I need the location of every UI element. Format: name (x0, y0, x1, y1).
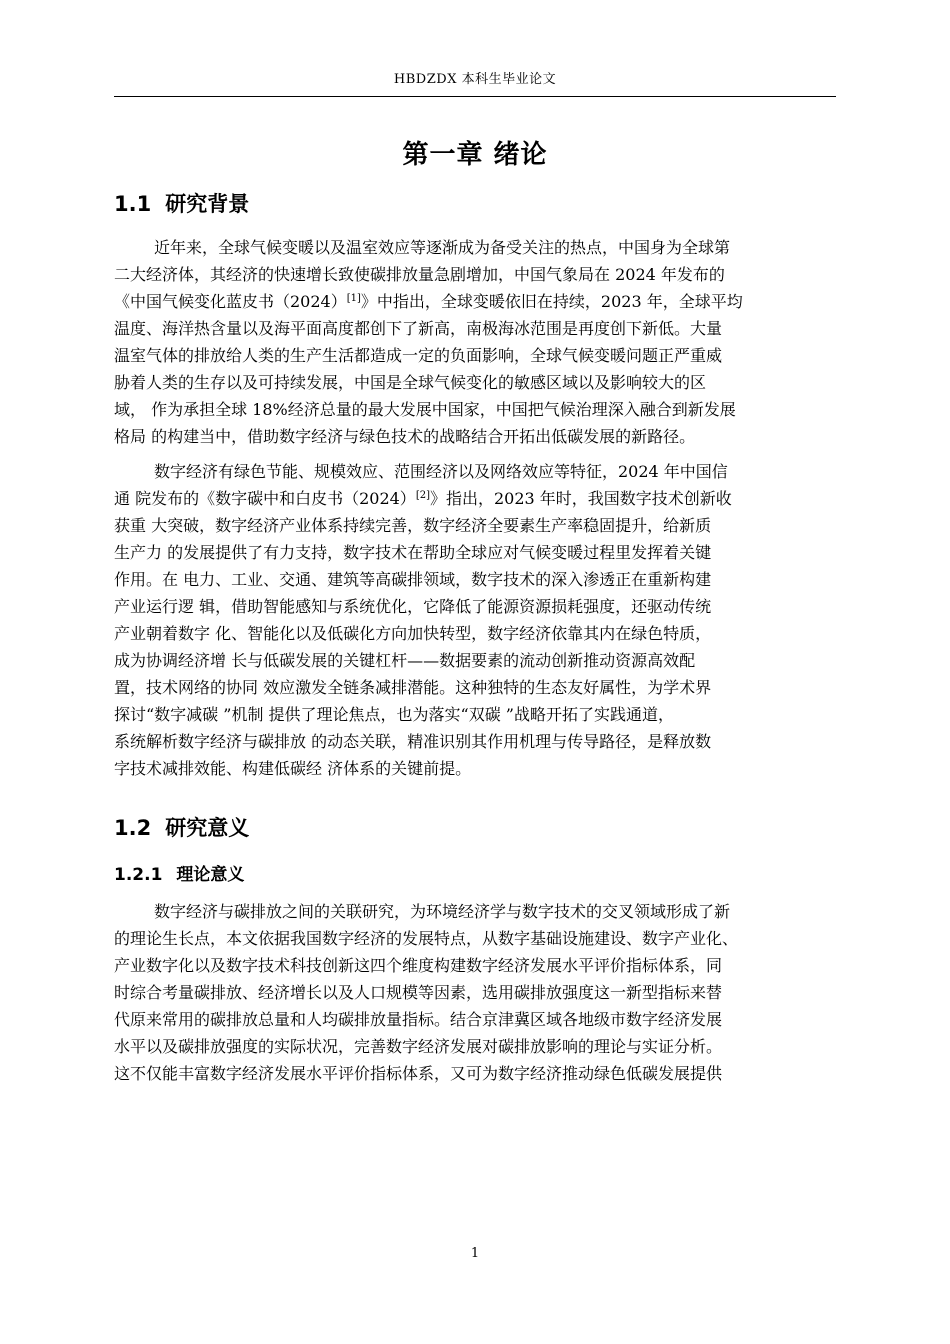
text-line-segment: 通 院发布的《数字碳中和白皮书（2024） (114, 489, 416, 508)
paragraph-theoretical-significance (114, 898, 850, 1087)
text-line: 格局 的构建当中，借助数字经济与绿色技术的战略结合开拓出低碳发展的新路径。 (114, 427, 696, 446)
text-line-segment: 》中指出，全球变暖依旧在持续，2023 年，全球平均 (360, 292, 743, 311)
text-line: 近年来，全球气候变暖以及温室效应等逐渐成为备受关注的热点，中国身为全球第 (154, 238, 731, 257)
subsection-number: 1.2.1 (114, 865, 163, 885)
text-line: 产业运行逻 辑，借助智能感知与系统优化，它降低了能源资源损耗强度，还驱动传统 (114, 597, 712, 616)
text-line: 二大经济体，其经济的快速增长致使碳排放量急剧增加，中国气象局在 2024 年发布的 (114, 265, 725, 284)
text-line-segment: 《中国气候变化蓝皮书（2024） (114, 292, 347, 311)
text-line: 产业朝着数字 化、智能化以及低碳化方向加快转型，数字经济依靠其内在绿色特质， (114, 624, 712, 643)
text-line: 温度、海洋热含量以及海平面高度都创下了新高，南极海冰范围是再度创下新低。大量 (114, 319, 723, 338)
section-number: 1.1 (114, 192, 152, 216)
section-number: 1.2 (114, 816, 152, 840)
subsection-heading-1-2-1 (114, 860, 244, 885)
text-line: 时综合考量碳排放、经济增长以及人口规模等因素，选用碳排放强度这一新型指标来替 (114, 983, 723, 1002)
running-header: HBDZDX 本科生毕业论文 (393, 72, 557, 87)
text-line: 水平以及碳排放强度的实际状况，完善数字经济发展对碳排放影响的理论与实证分析。 (114, 1037, 723, 1056)
section-heading-1-1 (114, 188, 249, 218)
text-line (114, 288, 850, 315)
citation-ref: [2] (415, 490, 430, 501)
text-line: 温室气体的排放给人类的生产生活都造成一定的负面影响，全球气候变暖问题正严重威 (114, 346, 723, 365)
text-line: 系统解析数字经济与碳排放 的动态关联，精准识别其作用机理与传导路径，是释放数 (114, 732, 712, 751)
text-line: 获重 大突破，数字经济产业体系持续完善，数字经济全要素生产率稳固提升，给新质 (114, 516, 712, 535)
text-line: 字技术减排效能、构建低碳经 济体系的关键前提。 (114, 759, 472, 778)
text-line: 数字经济有绿色节能、规模效应、范围经济以及网络效应等特征，2024 年中国信 (154, 462, 728, 481)
text-line: 成为协调经济增 长与低碳发展的关键杠杆——数据要素的流动创新推动资源高效配 (114, 651, 696, 670)
text-line: 生产力 的发展提供了有力支持，数字技术在帮助全球应对气候变暖过程里发挥着关键 (114, 543, 712, 562)
paragraph-background-1 (114, 234, 850, 450)
section-title-text: 研究意义 (165, 816, 250, 840)
text-line: 数字经济与碳排放之间的关联研究，为环境经济学与数字技术的交叉领域形成了新 (154, 902, 731, 921)
header-rule (114, 96, 836, 97)
text-line: 这不仅能丰富数字经济发展水平评价指标体系，又可为数字经济推动绿色低碳发展提供 (114, 1064, 723, 1083)
chapter-title: 第一章 绪论 (402, 140, 548, 170)
section-title-text: 研究背景 (165, 192, 250, 216)
text-line: 产业数字化以及数字技术科技创新这四个维度构建数字经济发展水平评价指标体系，同 (114, 956, 723, 975)
text-line: 作用。在 电力、工业、交通、建筑等高碳排领域，数字技术的深入渗透正在重新构建 (114, 570, 712, 589)
section-heading-1-2 (114, 812, 249, 842)
subsection-title-text: 理论意义 (176, 865, 245, 885)
text-line: 的理论生长点，本文依据我国数字经济的发展特点，从数字基础设施建设、数字产业化、 (114, 929, 739, 948)
text-line: 探讨“数字减碳 ”机制 提供了理论焦点，也为落实“双碳 ”战略开拓了实践通道， (114, 705, 674, 724)
text-line: 域， 作为承担全球 18%经济总量的最大发展中国家，中国把气候治理深入融合到新发展 (114, 400, 736, 419)
paragraph-background-2 (114, 458, 850, 782)
text-line-segment: 》指出，2023 年时，我国数字技术创新收 (429, 489, 732, 508)
text-line: 代原来常用的碳排放总量和人均碳排放量指标。结合京津冀区域各地级市数字经济发展 (114, 1010, 723, 1029)
text-line: 置，技术网络的协同 效应激发全链条减排潜能。这种独特的生态友好属性，为学术界 (114, 678, 712, 697)
text-line (114, 485, 850, 512)
text-line: 胁着人类的生存以及可持续发展，中国是全球气候变化的敏感区域以及影响较大的区 (114, 373, 707, 392)
page-number: 1 (470, 1246, 480, 1261)
citation-ref: [1] (346, 293, 361, 304)
